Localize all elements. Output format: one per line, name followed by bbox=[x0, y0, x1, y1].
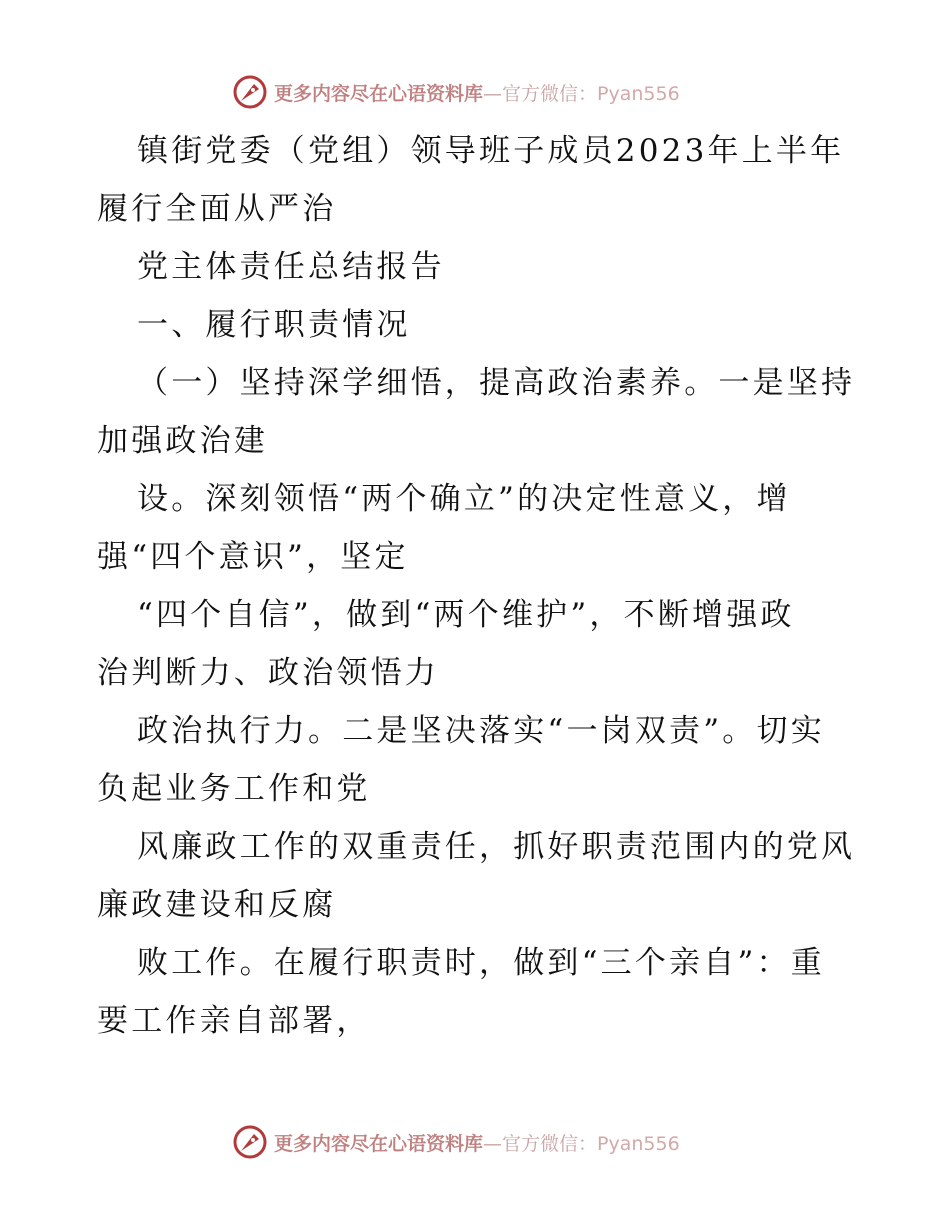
text-line: 风廉政工作的双重责任，抓好职责范围内的党风 bbox=[137, 829, 856, 865]
text-line: 一、履行职责情况 bbox=[137, 307, 411, 343]
header-watermark bbox=[232, 72, 752, 112]
text-line: 治判断力、政治领悟力 bbox=[97, 655, 439, 691]
text-line: 要工作亲自部署， bbox=[97, 1003, 371, 1039]
pen-nib-logo-icon bbox=[232, 1124, 268, 1160]
footer-watermark bbox=[232, 1122, 752, 1162]
watermark-text: 更多内容尽在心语资料库—官方微信：Pyan556 bbox=[274, 1132, 680, 1155]
text-line: 政治执行力。二是坚决落实“一岗双责”。切实 bbox=[137, 713, 825, 749]
watermark-text: 更多内容尽在心语资料库—官方微信：Pyan556 bbox=[274, 82, 680, 105]
text-line: 设。深刻领悟“两个确立”的决定性意义，增 bbox=[137, 481, 791, 517]
text-line: 加强政治建 bbox=[97, 423, 268, 459]
text-line: 镇街党委（党组）领导班子成员2023年上半年 bbox=[137, 133, 845, 169]
text-line: 强“四个意识”，坚定 bbox=[97, 539, 409, 575]
text-line: 党主体责任总结报告 bbox=[137, 249, 445, 285]
document-body bbox=[97, 122, 857, 1050]
text-line: （一）坚持深学细悟，提高政治素养。一是坚持 bbox=[137, 365, 856, 401]
pen-nib-logo-icon bbox=[232, 74, 268, 110]
text-line: 败工作。在履行职责时，做到“三个亲自”：重 bbox=[137, 945, 825, 981]
text-line: 履行全面从严治 bbox=[97, 191, 337, 227]
text-line: 廉政建设和反腐 bbox=[97, 887, 337, 923]
text-line: “四个自信”，做到“两个维护”，不断增强政 bbox=[137, 597, 795, 633]
text-line: 负起业务工作和党 bbox=[97, 771, 371, 807]
